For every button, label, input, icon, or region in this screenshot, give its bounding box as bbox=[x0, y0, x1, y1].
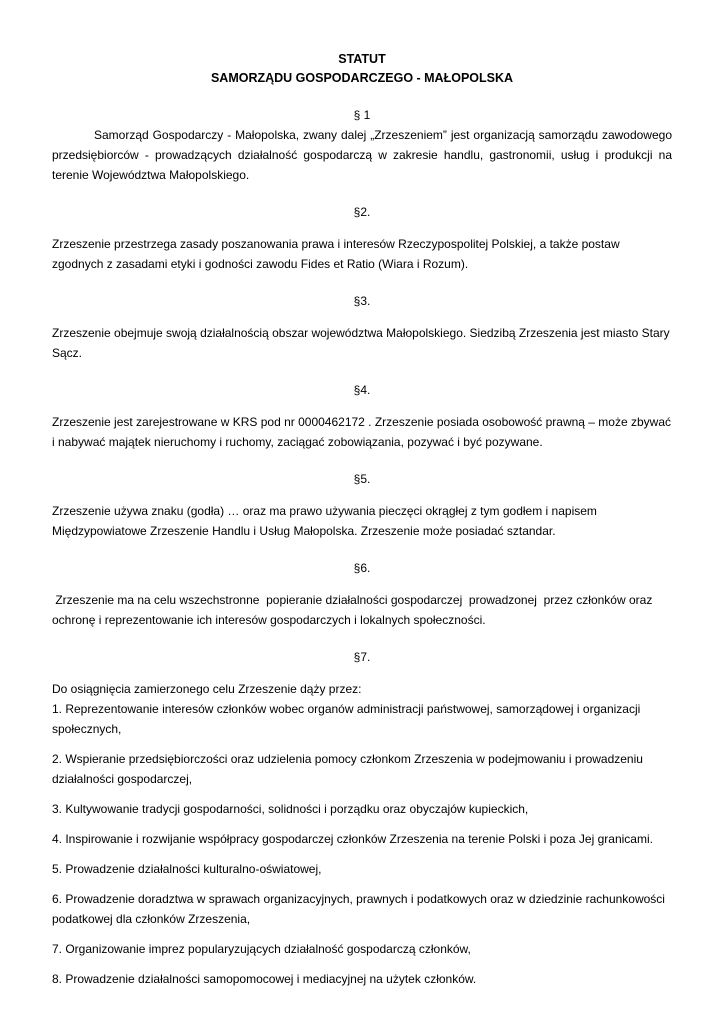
section-4-text: Zrzeszenie jest zarejestrowane w KRS pod nr 0000462172 . Zrzeszenie posiada osobowość prawną – może zbywać i nabywać majątek nieruchomy i ruchomy, zaciągać zobowiązania, pozywać i być pozywane. bbox=[52, 415, 671, 449]
section-1-sign: § 1 bbox=[353, 108, 371, 122]
list-item: 1. Reprezentowanie interesów członków wobec organów administracji państwowej, samorządowej i organizacji społecznych, bbox=[52, 702, 641, 736]
document-title-line2: SAMORZĄDU GOSPODARCZEGO - MAŁOPOLSKA bbox=[210, 71, 514, 85]
list-item: 5. Prowadzenie działalności kulturalno-oświatowej, bbox=[52, 862, 322, 876]
list-item: 7. Organizowanie imprez popularyzujących działalność gospodarczą członków, bbox=[52, 942, 471, 956]
section-5-sign: §5. bbox=[353, 472, 371, 486]
document-title-line1: STATUT bbox=[338, 52, 386, 66]
section-5-text: Zrzeszenie używa znaku (godła) … oraz ma prawo używania pieczęci okrągłej z tym godłem i napisem Międzypowiatowe Zrzeszenie Handlu i Usług Małopolska. Zrzeszenie może posiadać sztandar. bbox=[52, 504, 597, 538]
section-3-sign: §3. bbox=[353, 294, 371, 308]
list-item: 4. Inspirowanie i rozwijanie współpracy gospodarczej członków Zrzeszenia na terenie Polski i poza Jej granicami. bbox=[52, 832, 653, 846]
section-6-text: Zrzeszenie ma na celu wszechstronne popieranie działalności gospodarczej prowadzonej przez członków oraz ochronę i reprezentowanie ich interesów gospodarczych i lokalnych społeczności. bbox=[52, 593, 656, 627]
section-2-sign: §2. bbox=[353, 205, 371, 219]
section-4-sign: §4. bbox=[353, 383, 371, 397]
list-item: 3. Kultywowanie tradycji gospodarności, solidności i porządku oraz obyczajów kupieckich, bbox=[52, 802, 529, 816]
list-item: 2. Wspieranie przedsiębiorczości oraz udzielenia pomocy członkom Zrzeszenia w podejmowaniu i prowadzeniu działalności gospodarczej, bbox=[52, 752, 643, 786]
section-2-text: Zrzeszenie przestrzega zasady poszanowania prawa i interesów Rzeczypospolitej Polskiej, a także postaw zgodnych z zasadami etyki i godności zawodu Fides et Ratio (Wiara i Rozum). bbox=[52, 237, 620, 271]
section-1-text: Samorząd Gospodarczy - Małopolska, zwany dalej „Zrzeszeniem” jest organizacją samorządu zawodowego przedsiębiorców - prowadzących działalność gospodarczą w zakresie handlu, gastronomii, usług i produkcji na terenie Województwa Małopolskiego. bbox=[52, 128, 672, 182]
document-page bbox=[52, 50, 672, 999]
section-3-text: Zrzeszenie obejmuje swoją działalnością obszar województwa Małopolskiego. Siedzibą Zrzeszenia jest miasto Stary Sącz. bbox=[52, 326, 670, 360]
list-item: 6. Prowadzenie doradztwa w sprawach organizacyjnych, prawnych i podatkowych oraz w dziedzinie rachunkowości podatkowej dla członków Zrzeszenia, bbox=[52, 892, 665, 926]
list-item: 8. Prowadzenie działalności samopomocowej i mediacyjnej na użytek członków. bbox=[52, 972, 477, 986]
section-7-intro: Do osiągnięcia zamierzonego celu Zrzeszenie dąży przez: bbox=[52, 682, 362, 696]
section-7-sign: §7. bbox=[353, 650, 371, 664]
section-6-sign: §6. bbox=[353, 561, 371, 575]
